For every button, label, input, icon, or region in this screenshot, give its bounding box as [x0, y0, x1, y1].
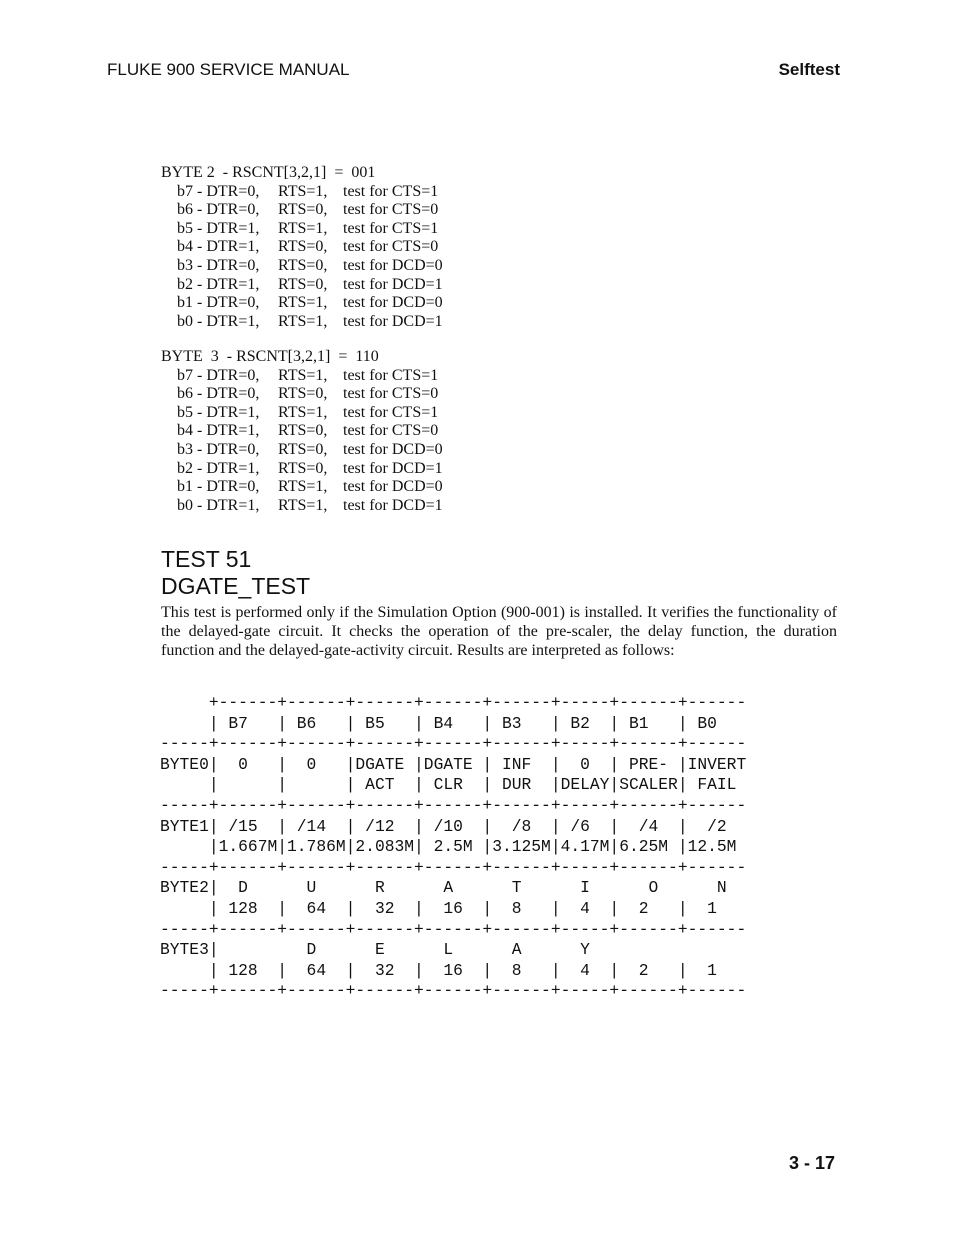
test-cell: test for DCD=1	[343, 275, 443, 293]
test-cell: test for DCD=1	[343, 459, 443, 477]
test-cell: test for CTS=0	[343, 385, 439, 403]
rts-cell: RTS=0,	[278, 422, 328, 440]
bit-cell: b1 - DTR=0,	[177, 294, 260, 312]
byte2-title: BYTE 2 - RSCNT[3,2,1] = 001	[161, 164, 376, 181]
test-cell: test for DCD=1	[343, 496, 443, 514]
rts-cell: RTS=0,	[278, 275, 328, 293]
table-line: -----+------+------+------+------+------+-----+------+------	[160, 981, 747, 1001]
rts-cell: RTS=1,	[278, 496, 328, 514]
bit-cell: b3 - DTR=0,	[177, 256, 260, 274]
rts-cell: RTS=0,	[278, 440, 328, 458]
table-line: | B7 | B6 | B5 | B4 | B3 | B2 | B1 | B0	[160, 713, 717, 733]
test-cell: test for DCD=0	[343, 478, 443, 496]
bit-cell: b5 - DTR=1,	[177, 219, 260, 237]
rts-cell: RTS=0,	[278, 201, 328, 219]
table-line: -----+------+------+------+------+------+-----+------+------	[160, 919, 747, 939]
bit-cell: b4 - DTR=1,	[177, 238, 260, 256]
test-number: TEST 51	[161, 546, 252, 572]
byte3-row	[161, 497, 443, 516]
bit-cell: b2 - DTR=1,	[177, 459, 260, 477]
byte3-row	[161, 367, 443, 386]
rts-cell: RTS=0,	[278, 459, 328, 477]
test-cell: test for DCD=0	[343, 256, 443, 274]
table-line: | | | ACT | CLR | DUR |DELAY|SCALER| FAIL	[160, 775, 737, 795]
byte2-row	[161, 276, 443, 295]
test-cell: test for CTS=1	[343, 366, 439, 384]
byte2-block	[161, 164, 443, 331]
bit-cell: b2 - DTR=1,	[177, 275, 260, 293]
test-cell: test for DCD=0	[343, 440, 443, 458]
byte2-row	[161, 201, 443, 220]
test-heading	[161, 546, 310, 600]
bit-cell: b6 - DTR=0,	[177, 201, 260, 219]
byte2-row	[161, 257, 443, 276]
table-line: BYTE0| 0 | 0 |DGATE |DGATE | INF | 0 | PRE- |INVERT	[160, 754, 747, 774]
byte2-row	[161, 220, 443, 239]
table-line: | 128 | 64 | 32 | 16 | 8 | 4 | 2 | 1	[160, 898, 717, 918]
bit-cell: b0 - DTR=1,	[177, 312, 260, 330]
header-right: Selftest	[778, 60, 840, 79]
bit-cell: b3 - DTR=0,	[177, 440, 260, 458]
test-cell: test for CTS=0	[343, 422, 439, 440]
rts-cell: RTS=1,	[278, 403, 328, 421]
byte2-row	[161, 294, 443, 313]
byte2-row	[161, 183, 443, 202]
byte3-row	[161, 441, 443, 460]
table-line: |1.667M|1.786M|2.083M| 2.5M |3.125M|4.17M|6.25M |12.5M	[160, 837, 737, 857]
rts-cell: RTS=0,	[278, 238, 328, 256]
test-cell: test for CTS=1	[343, 182, 439, 200]
table-line: BYTE1| /15 | /14 | /12 | /10 | /8 | /6 | /4 | /2	[160, 816, 727, 836]
byte3-row	[161, 422, 443, 441]
byte3-row	[161, 404, 443, 423]
dgate-result-table	[160, 693, 746, 1002]
rts-cell: RTS=1,	[278, 294, 328, 312]
bit-cell: b7 - DTR=0,	[177, 182, 260, 200]
rts-cell: RTS=1,	[278, 182, 328, 200]
table-line: +------+------+------+------+------+-----+------+------	[160, 693, 747, 712]
table-line: BYTE3| D E L A Y	[160, 940, 590, 960]
test-description: This test is performed only if the Simulation Option (900-001) is installed. It verifies the functionality of the delayed-gate circuit. It checks the operation of the pre-scaler, the delay function, the duration function and the delayed-gate-activity circuit. Results are interpreted as follows:	[161, 604, 837, 659]
byte2-row	[161, 313, 443, 332]
rts-cell: RTS=0,	[278, 385, 328, 403]
rts-cell: RTS=1,	[278, 219, 328, 237]
table-line: BYTE2| D U R A T I O N	[160, 878, 727, 898]
bit-cell: b5 - DTR=1,	[177, 403, 260, 421]
bit-cell: b1 - DTR=0,	[177, 478, 260, 496]
table-line: -----+------+------+------+------+------+-----+------+------	[160, 734, 747, 754]
bit-cell: b6 - DTR=0,	[177, 385, 260, 403]
bit-cell: b0 - DTR=1,	[177, 496, 260, 514]
test-cell: test for DCD=0	[343, 294, 443, 312]
byte3-row	[161, 478, 443, 497]
table-line: | 128 | 64 | 32 | 16 | 8 | 4 | 2 | 1	[160, 960, 717, 980]
bit-cell: b4 - DTR=1,	[177, 422, 260, 440]
rts-cell: RTS=1,	[278, 366, 328, 384]
test-cell: test for CTS=1	[343, 219, 439, 237]
bit-cell: b7 - DTR=0,	[177, 366, 260, 384]
byte3-row	[161, 385, 443, 404]
byte3-row	[161, 460, 443, 479]
test-name: DGATE_TEST	[161, 573, 311, 599]
test-cell: test for CTS=1	[343, 403, 439, 421]
header-left: FLUKE 900 SERVICE MANUAL	[107, 60, 350, 79]
test-cell: test for CTS=0	[343, 238, 439, 256]
test-cell: test for CTS=0	[343, 201, 439, 219]
byte3-block	[161, 348, 443, 515]
page-number: 3 - 17	[788, 1153, 835, 1173]
byte3-title: BYTE 3 - RSCNT[3,2,1] = 110	[161, 348, 379, 365]
rts-cell: RTS=1,	[278, 478, 328, 496]
test-cell: test for DCD=1	[343, 312, 443, 330]
rts-cell: RTS=0,	[278, 256, 328, 274]
table-line: -----+------+------+------+------+------+-----+------+------	[160, 795, 747, 815]
table-line: -----+------+------+------+------+------+-----+------+------	[160, 857, 747, 877]
byte2-row	[161, 238, 443, 257]
rts-cell: RTS=1,	[278, 312, 328, 330]
